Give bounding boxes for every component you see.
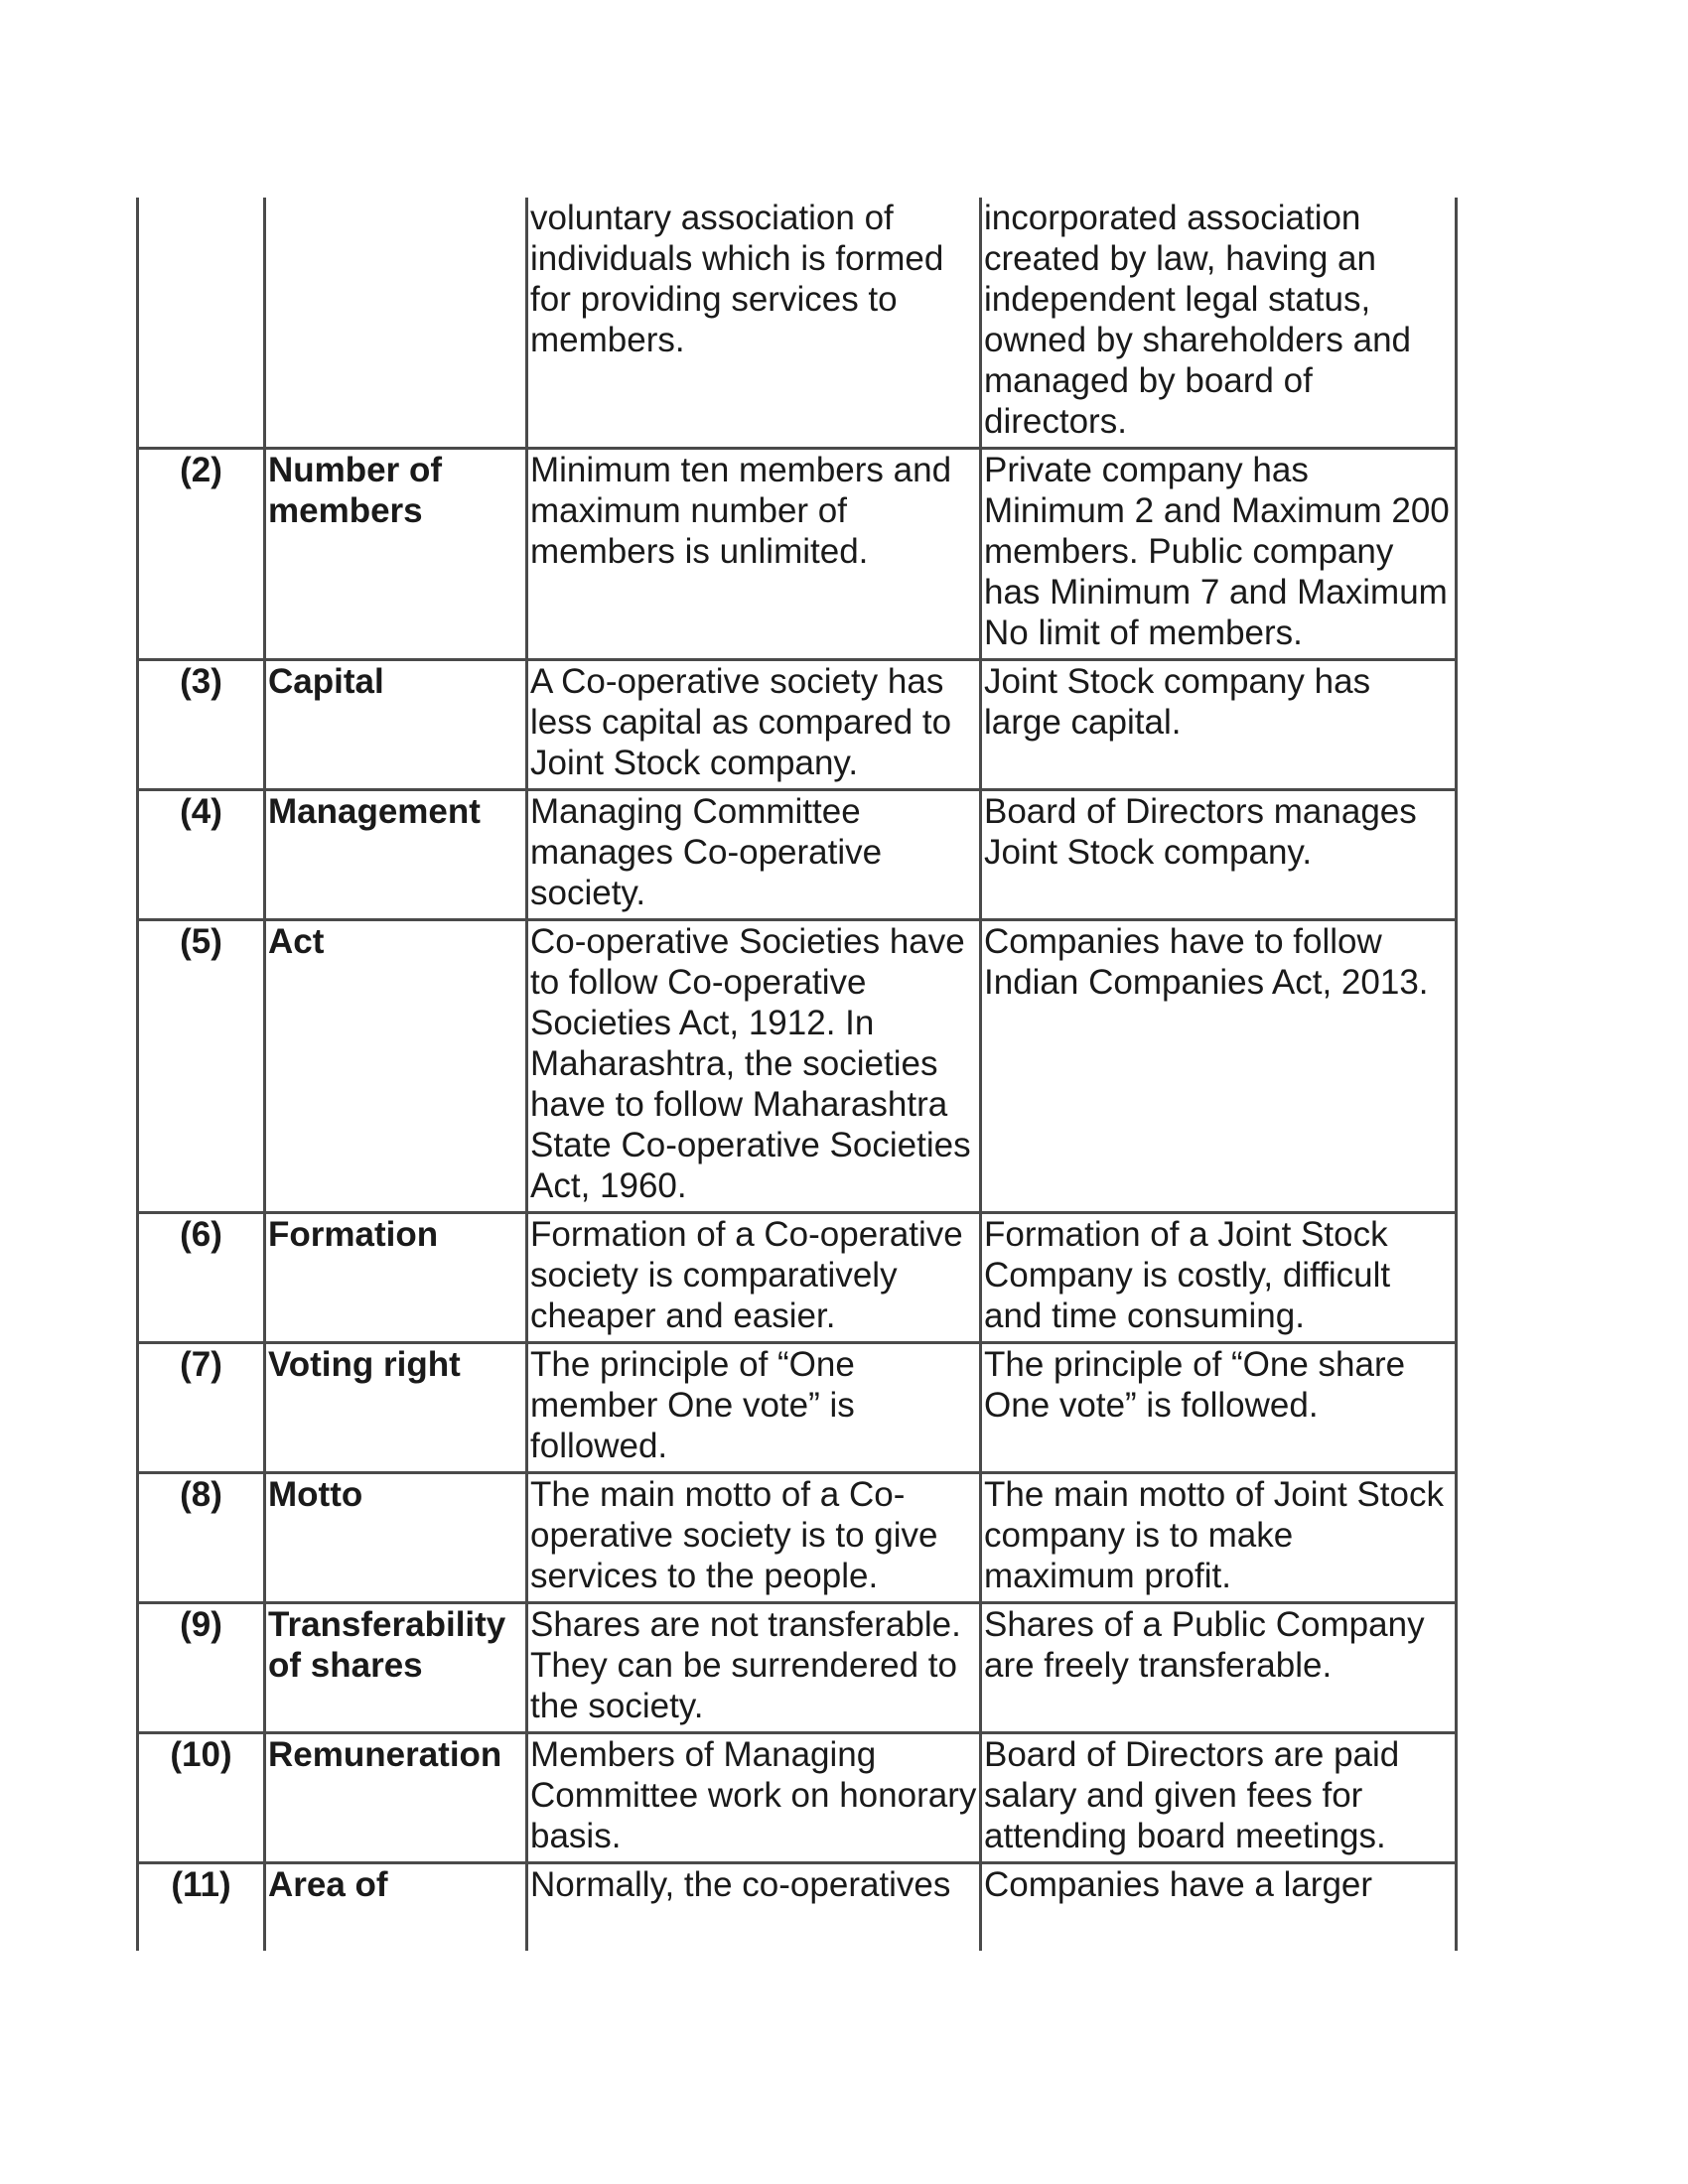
cooperative-cell: Formation of a Co-operative society is comparatively cheaper and easier. xyxy=(527,1213,981,1343)
row-label: Remuneration xyxy=(265,1733,527,1863)
row-number: (8) xyxy=(138,1473,265,1603)
cooperative-cell: Normally, the co-operatives xyxy=(527,1863,981,1952)
table-row xyxy=(138,1603,1457,1733)
row-label: Motto xyxy=(265,1473,527,1603)
comparison-table xyxy=(136,198,1458,1951)
cooperative-cell: The principle of “One member One vote” is followed. xyxy=(527,1343,981,1473)
cooperative-cell: Managing Committee manages Co-operative society. xyxy=(527,790,981,920)
row-number: (2) xyxy=(138,449,265,660)
row-label: Act xyxy=(265,920,527,1213)
cooperative-cell: A Co-operative society has less capital as compared to Joint Stock company. xyxy=(527,660,981,790)
row-label: Formation xyxy=(265,1213,527,1343)
row-number: (7) xyxy=(138,1343,265,1473)
company-cell: Private company has Minimum 2 and Maximum 200 members. Public company has Minimum 7 and Maximum No limit of members. xyxy=(981,449,1457,660)
row-number: (5) xyxy=(138,920,265,1213)
cooperative-cell: voluntary association of individuals which is formed for providing services to members. xyxy=(527,198,981,449)
row-label: Voting right xyxy=(265,1343,527,1473)
company-cell: Board of Directors are paid salary and given fees for attending board meetings. xyxy=(981,1733,1457,1863)
table-row xyxy=(138,449,1457,660)
row-number: (6) xyxy=(138,1213,265,1343)
row-label: Capital xyxy=(265,660,527,790)
table-row xyxy=(138,1473,1457,1603)
company-cell: The principle of “One share One vote” is followed. xyxy=(981,1343,1457,1473)
cooperative-cell: Shares are not transferable. They can be surrendered to the society. xyxy=(527,1603,981,1733)
table-row xyxy=(138,1733,1457,1863)
row-number: (9) xyxy=(138,1603,265,1733)
company-cell: Board of Directors manages Joint Stock company. xyxy=(981,790,1457,920)
row-number: (10) xyxy=(138,1733,265,1863)
cooperative-cell: Minimum ten members and maximum number of members is unlimited. xyxy=(527,449,981,660)
cooperative-cell: Co-operative Societies have to follow Co-operative Societies Act, 1912. In Maharashtra, the societies have to follow Maharashtra State Co-operative Societies Act, 1960. xyxy=(527,920,981,1213)
table-row xyxy=(138,1213,1457,1343)
company-cell: Companies have to follow Indian Companies Act, 2013. xyxy=(981,920,1457,1213)
row-label: Transferability of shares xyxy=(265,1603,527,1733)
table-row xyxy=(138,1343,1457,1473)
table-row xyxy=(138,198,1457,449)
row-label: Management xyxy=(265,790,527,920)
row-number xyxy=(138,198,265,449)
company-cell: Formation of a Joint Stock Company is costly, difficult and time consuming. xyxy=(981,1213,1457,1343)
company-cell: Shares of a Public Company are freely transferable. xyxy=(981,1603,1457,1733)
table-row xyxy=(138,920,1457,1213)
cooperative-cell: Members of Managing Committee work on honorary basis. xyxy=(527,1733,981,1863)
row-number: (4) xyxy=(138,790,265,920)
company-cell: incorporated association created by law, having an independent legal status, owned by shareholders and managed by board of directors. xyxy=(981,198,1457,449)
company-cell: Companies have a larger xyxy=(981,1863,1457,1952)
table-row xyxy=(138,1863,1457,1952)
table-row xyxy=(138,660,1457,790)
row-number: (3) xyxy=(138,660,265,790)
company-cell: The main motto of Joint Stock company is to make maximum profit. xyxy=(981,1473,1457,1603)
row-label: Number of members xyxy=(265,449,527,660)
row-number: (11) xyxy=(138,1863,265,1952)
company-cell: Joint Stock company has large capital. xyxy=(981,660,1457,790)
cooperative-cell: The main motto of a Co-operative society is to give services to the people. xyxy=(527,1473,981,1603)
row-label xyxy=(265,198,527,449)
table-row xyxy=(138,790,1457,920)
row-label: Area of xyxy=(265,1863,527,1952)
